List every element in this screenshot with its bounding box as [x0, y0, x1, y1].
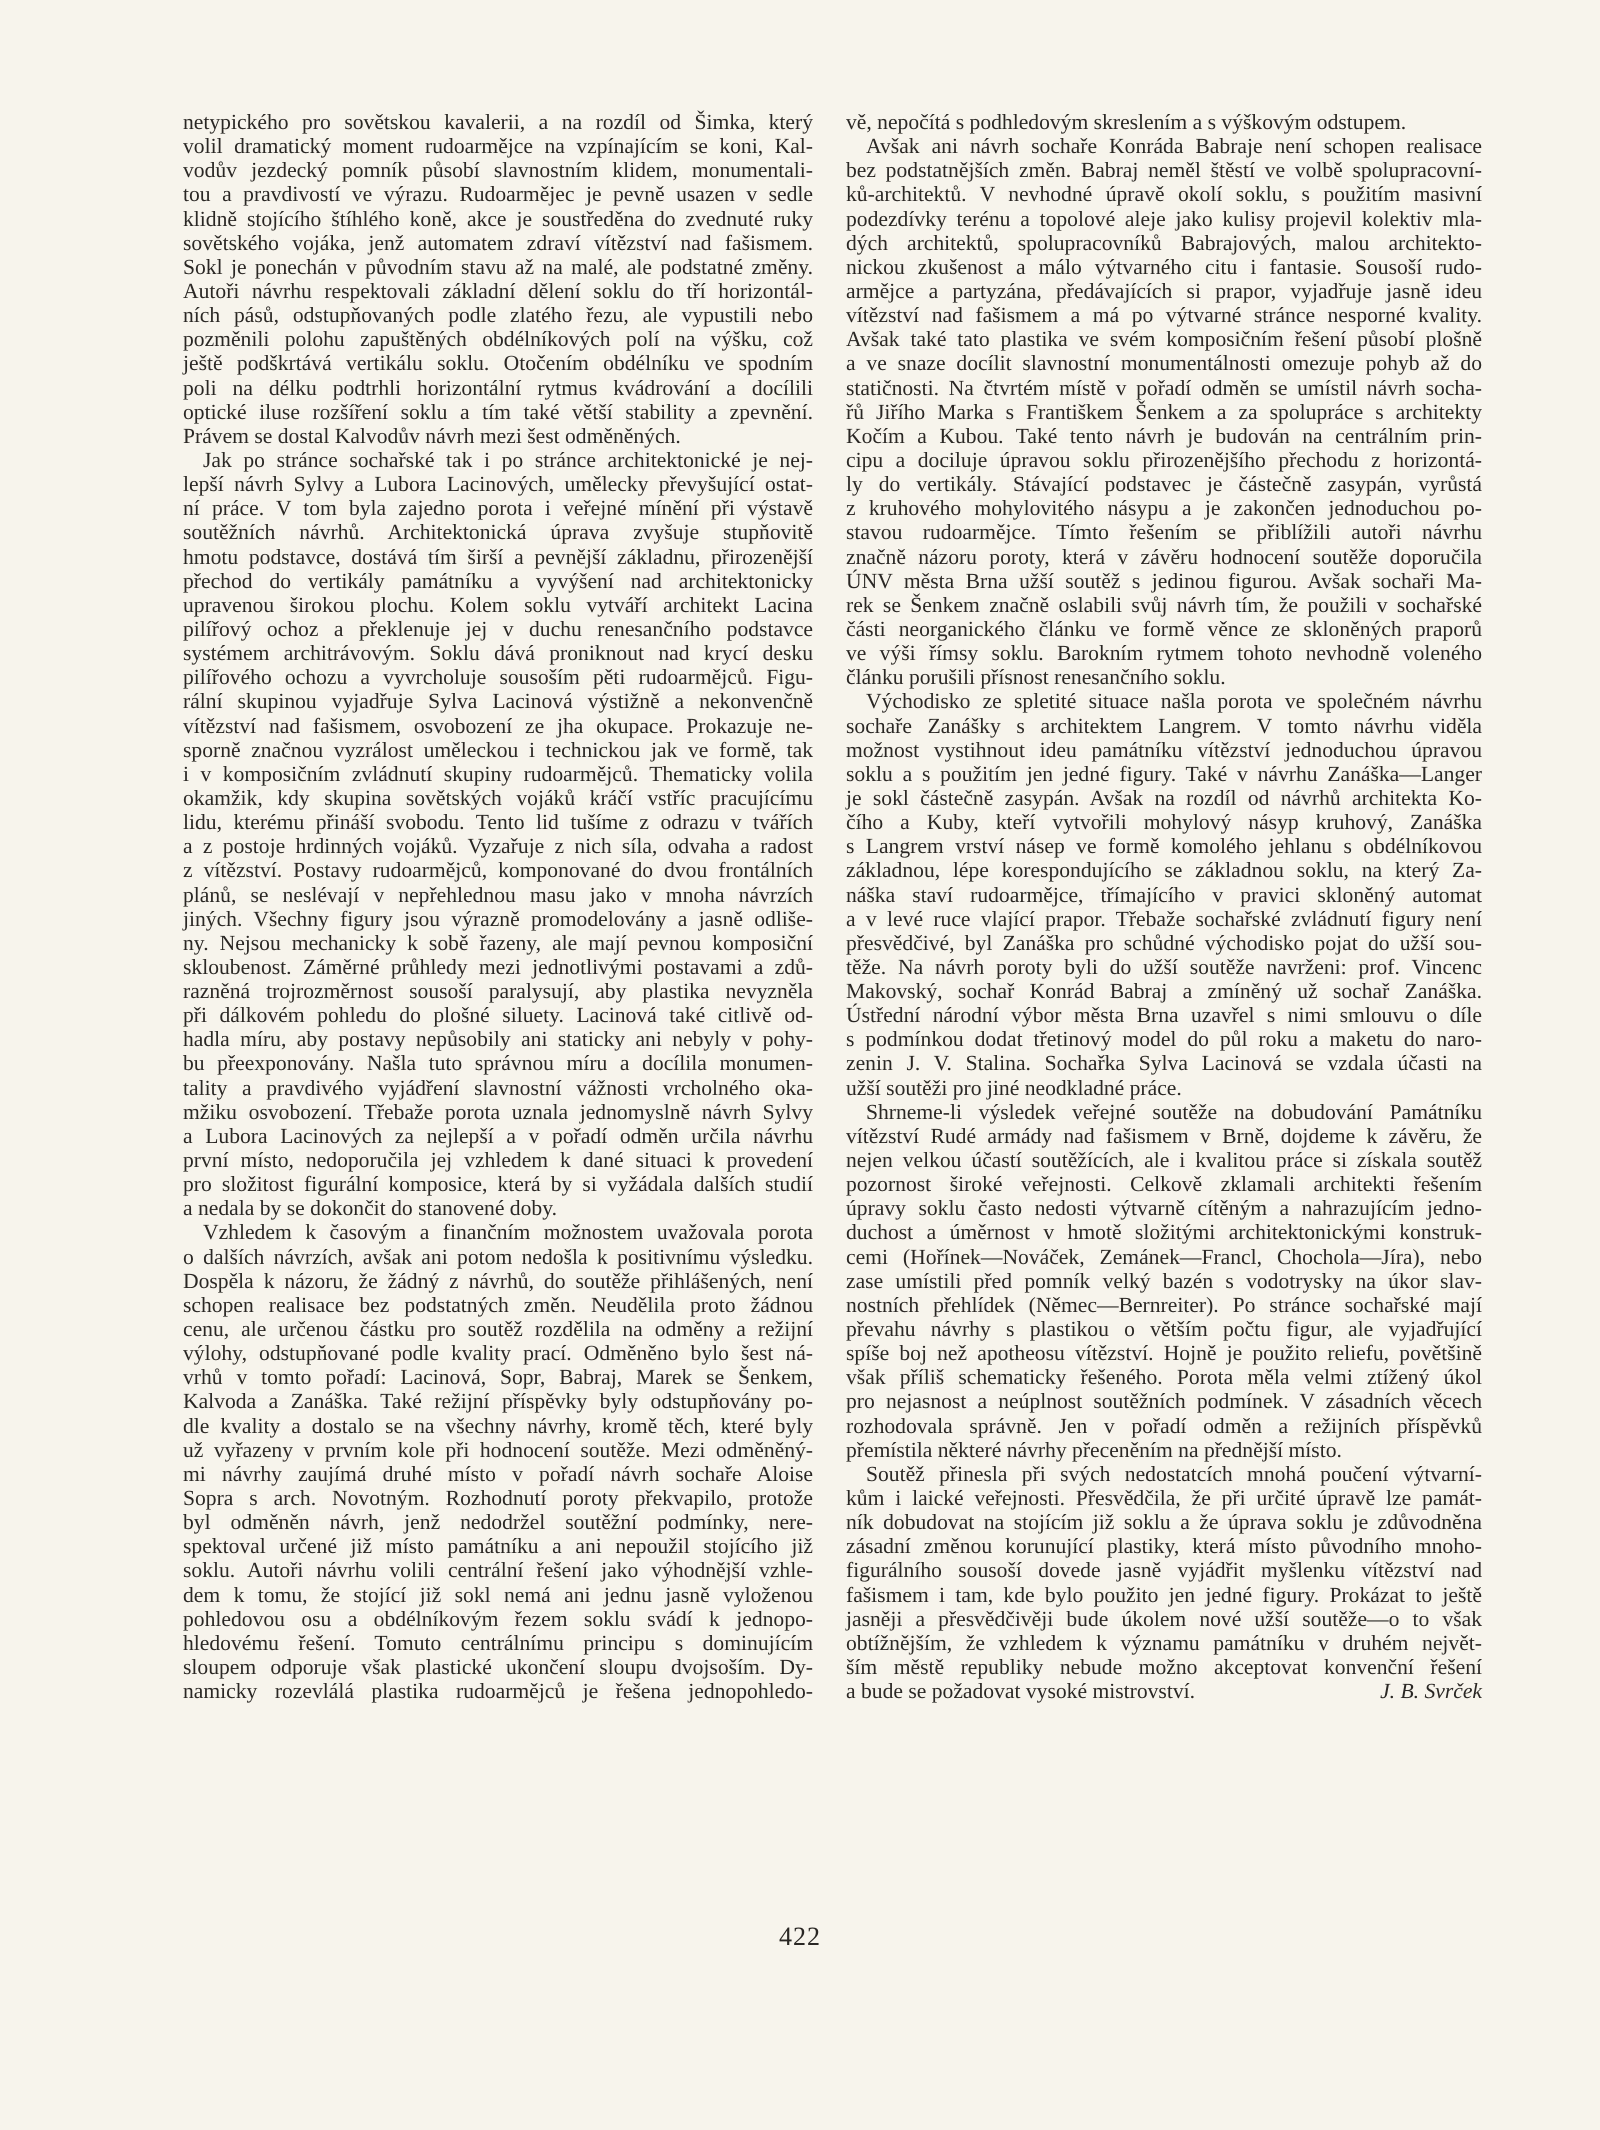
text-line — [846, 520, 1482, 544]
line-text: netypického pro sovětskou kavalerii, a na rozdíl od Šimka, který — [183, 110, 813, 134]
line-text: nejen velkou účastí soutěžících, ale i kvalitou práce si získala soutěž — [846, 1148, 1482, 1173]
line-text: ny. Nejsou mechanicky k sobě řazeny, ale mají pevnou komposiční — [183, 930, 813, 955]
text-line — [846, 1534, 1482, 1558]
text-line — [846, 641, 1482, 665]
text-line — [846, 1486, 1482, 1510]
text-line — [183, 1148, 813, 1172]
line-text: dých architektů, spolupracovníků Babrajových, malou architekto- — [846, 230, 1482, 255]
text-line — [846, 207, 1482, 231]
line-text: části neorganického článku ve formě věnce ze skloněných praporů — [846, 616, 1482, 641]
line-text: a ve snaze docílit slavnostní monumentálnosti omezuje pohyb až do — [846, 351, 1482, 376]
text-line — [846, 665, 1482, 689]
line-text: vítězství Rudé armády nad fašismem v Brně, dojdeme k závěru, že — [846, 1123, 1482, 1148]
text-line — [846, 424, 1482, 448]
text-line — [846, 279, 1482, 303]
text-line — [183, 617, 813, 641]
text-line — [183, 569, 813, 593]
line-text: poli na délku podtrhli horizontální rytmus kvádrování a docílili — [183, 375, 813, 400]
line-text: vrhů v tomto pořadí: Lacinová, Sopr, Babraj, Marek se Šenkem, — [183, 1365, 813, 1390]
line-text: spektoval určené již místo památníku a ani nepoužil stojícího již — [183, 1534, 813, 1559]
line-text: náška staví rudoarmějce, třímajícího v pravici skloněný automat — [846, 882, 1482, 907]
line-text: armějce a partyzána, předávajících si prapor, vyjadřuje jasně ideu — [846, 278, 1482, 303]
text-line — [183, 1269, 813, 1293]
text-line — [846, 400, 1482, 424]
line-text: rozhodovala správně. Jen v pořadí odměn a režijních příspěvků — [846, 1413, 1482, 1438]
line-text: kům i laické veřejnosti. Přesvědčila, že při určité úpravě lze památ- — [846, 1486, 1482, 1511]
text-line — [846, 255, 1482, 279]
line-text: čího a Kuby, kteří vytvořili mohylový násyp kruhový, Zanáška — [846, 810, 1482, 835]
line-text: ků-architektů. V nevhodné úpravě okolí soklu, s použitím masivní — [846, 182, 1482, 207]
text-line — [846, 1220, 1482, 1244]
text-line — [183, 593, 813, 617]
text-line — [183, 1414, 813, 1438]
line-text: pro složitost figurální komposice, která by si vyžádala dalších studií — [183, 1172, 813, 1197]
line-text: jasněji a přesvědčivěji bude úkolem nové užší soutěže—o to však — [846, 1606, 1482, 1631]
line-text: Autoři návrhu respektovali základní dělení soklu do tří horizontál- — [183, 278, 813, 303]
line-text: první místo, nedoporučila jej vzhledem k dané situaci k provedení — [183, 1148, 813, 1173]
line-text: těže. Na návrh poroty byli do užší soutěže navrženi: prof. Vincenc — [846, 954, 1482, 979]
text-line — [846, 1172, 1482, 1196]
text-line — [183, 858, 813, 882]
text-line — [846, 1124, 1482, 1148]
line-text: ník dobudovat na stojícím již soklu a že úprava soklu je zdůvodněna — [846, 1510, 1482, 1535]
line-text: schopen realisace bez podstatných změn. Neudělila proto žádnou — [183, 1292, 813, 1317]
author-signature: J. B. Svrček — [1380, 1679, 1482, 1704]
text-line — [846, 110, 1482, 134]
line-text: Avšak také tato plastika ve svém komposičním řešení působí plošně — [846, 327, 1482, 352]
text-line — [846, 1003, 1482, 1027]
line-text: cemi (Hořínek—Nováček, Zemánek—Francl, Chochola—Jíra), nebo — [846, 1244, 1482, 1269]
line-text: přechod do vertikály památníku a vyvýšení nad architektonicky — [183, 568, 813, 593]
line-text: cipu a dociluje úpravou soklu přirozenějšího přechodu z horizontá- — [846, 447, 1482, 472]
line-text: namicky rozevlálá plastika rudoarmějců je řešena jednopohledo- — [183, 1679, 813, 1704]
text-line — [183, 327, 813, 351]
line-text: okamžik, kdy skupina sovětských vojáků kráčí vstříc pracujícímu — [183, 785, 813, 810]
line-text: značně názoru poroty, která v závěru hodnocení soutěže doporučila — [846, 544, 1482, 569]
line-text: Sokl je ponechán v původním stavu až na malé, ale podstatné změny. — [183, 254, 813, 279]
text-line — [183, 1027, 813, 1051]
text-line — [183, 714, 813, 738]
line-text: optické iluse rozšíření soklu a tím také větší stability a zpevnění. — [183, 399, 813, 424]
text-line — [183, 1558, 813, 1582]
line-text: bu přeexponovány. Našla tuto správnou míru a docílila monumen- — [183, 1051, 813, 1076]
text-line — [183, 883, 813, 907]
text-line — [183, 762, 813, 786]
text-line — [846, 158, 1482, 182]
text-line — [846, 545, 1482, 569]
text-line — [183, 182, 813, 206]
text-line — [846, 1051, 1482, 1075]
line-text: dem k tomu, že stojící již sokl nemá ani jednu jasně vyloženou — [183, 1582, 813, 1607]
text-line — [183, 1534, 813, 1558]
line-text: však příliš schematicky řešeného. Porota měla velmi ztížený úkol — [846, 1365, 1482, 1390]
line-text: a nedala by se dokončit do stanovené doby. — [183, 1196, 557, 1221]
line-text: hadla míru, aby postavy nepůsobily ani staticky ani nebyly v pohy- — [183, 1027, 813, 1052]
text-line — [183, 1051, 813, 1075]
text-line — [846, 617, 1482, 641]
line-text: vě, nepočítá s podhledovým skreslením a s výškovým odstupem. — [846, 110, 1407, 134]
line-text: sloupem odporuje však plastické ukončení sloupu dvojsoším. Dy- — [183, 1655, 813, 1679]
text-line — [846, 1414, 1482, 1438]
text-line — [846, 496, 1482, 520]
line-text: podezdívky terénu a topolové aleje jako kulisy projevil kolektiv mla- — [846, 206, 1482, 231]
line-text: Vzhledem k časovým a finančním možnostem uvažovala porota — [203, 1220, 813, 1245]
line-text: pro nejasnost a neúplnost soutěžních podmínek. V zásadních věcech — [846, 1389, 1482, 1414]
text-line — [183, 1607, 813, 1631]
line-text: Ústřední národní výbor města Brna uzavřel s nimi smlouvu o díle — [846, 1003, 1482, 1028]
line-text: nickou zkušenost a málo výtvarného citu i fantasie. Sousoší rudo- — [846, 254, 1482, 279]
text-line — [183, 1389, 813, 1413]
line-text: byl odměněn návrh, jenž nedodržel soutěžní podmínky, nere- — [183, 1510, 813, 1535]
text-line — [183, 376, 813, 400]
text-line — [183, 545, 813, 569]
line-text: je sokl částečně zasypán. Avšak na rozdíl od návrhů architekta Ko- — [846, 785, 1482, 810]
line-text: jiných. Všechny figury jsou výrazně promodelovány a jasně odliše- — [183, 906, 813, 931]
text-line — [846, 351, 1482, 375]
line-text: převahu návrhy s plastikou o větším počtu figur, ale vyjadřující — [846, 1317, 1482, 1342]
text-line — [846, 834, 1482, 858]
line-text: systémem architrávovým. Soklu dává proniknout nad krycí desku — [183, 641, 813, 666]
line-text: duchost a úměrnost v hmotě složitými architektonickými konstruk- — [846, 1220, 1482, 1245]
text-line — [846, 1317, 1482, 1341]
text-line — [183, 134, 813, 158]
line-text: Kalvoda a Zanáška. Také režijní příspěvky byly odstupňovány po- — [183, 1389, 813, 1414]
line-text: skloubenost. Záměrné průhledy mezi jednotlivými postavami a zdů- — [183, 954, 813, 979]
text-line — [846, 955, 1482, 979]
line-text: mi návrhy zaujímá druhé místo v pořadí návrh sochaře Aloise — [183, 1461, 813, 1486]
text-line — [183, 834, 813, 858]
text-line — [183, 1438, 813, 1462]
line-text: upravenou širokou plochu. Kolem soklu vytváří architekt Lacina — [183, 592, 813, 617]
text-line — [183, 1003, 813, 1027]
line-text: sporně značnou vyzrálost uměleckou i technickou jak ve formě, tak — [183, 737, 813, 762]
line-text: a z postoje hrdinných vojáků. Vyzařuje z nich síla, odvaha a radost — [183, 834, 813, 859]
line-text: Právem se dostal Kalvodův návrh mezi šest odměněných. — [183, 423, 681, 448]
line-text: figurálního sousoší dovede jasně vyjádřit myšlenku vítězství nad — [846, 1558, 1482, 1583]
line-text: nostních přehlídek (Němec—Bernreiter). Po stránce sochařské mají — [846, 1292, 1482, 1317]
text-line — [183, 1583, 813, 1607]
text-line — [183, 689, 813, 713]
line-text: bez podstatnějších změn. Babraj neměl štěstí ve volbě spolupracovní- — [846, 158, 1482, 183]
text-line — [183, 231, 813, 255]
text-line — [183, 351, 813, 375]
line-text: užší soutěži pro jiné neodkladné práce. — [846, 1075, 1182, 1100]
text-line — [183, 955, 813, 979]
text-line — [846, 979, 1482, 1003]
text-line — [183, 158, 813, 182]
text-line — [183, 1462, 813, 1486]
line-text: zase umístili před pomník velký bazén s vodotrysky na úkor slav- — [846, 1268, 1482, 1293]
text-line — [846, 1148, 1482, 1172]
line-text: pohledovou osu a obdélníkovým řezem soklu svádí k jednopo- — [183, 1606, 813, 1631]
line-text: soklu a s použitím jen jedné figury. Také v návrhu Zanáška—Langer — [846, 761, 1482, 786]
line-text: Východisko ze spletité situace našla porota ve společném návrhu — [866, 689, 1482, 714]
line-text: volil dramatický moment rudoarmějce na vzpínajícím se koni, Kal- — [183, 134, 813, 159]
text-line — [846, 472, 1482, 496]
text-line — [846, 810, 1482, 834]
text-line — [183, 1293, 813, 1317]
line-text: ních pásů, odstupňovaných podle zlatého řezu, ale vypustili nebo — [183, 303, 813, 328]
text-line — [183, 1076, 813, 1100]
line-text: článku porušili přísnost renesančního soklu. — [846, 665, 1226, 690]
text-line — [183, 1124, 813, 1148]
line-text: ším městě republiky nebude možno akceptovat konvenční řešení — [846, 1655, 1482, 1679]
line-text: pozornost široké veřejnosti. Celkově zklamali architekti řešením — [846, 1172, 1482, 1197]
line-text: přemístila některé návrhy přeceněním na přednější místo. — [846, 1437, 1342, 1462]
line-text: hledovému řešení. Tomuto centrálnímu principu s dominujícím — [183, 1630, 813, 1655]
text-line — [846, 738, 1482, 762]
text-line — [846, 931, 1482, 955]
text-line — [183, 279, 813, 303]
text-line — [183, 448, 813, 472]
text-line — [183, 786, 813, 810]
text-line — [183, 1631, 813, 1655]
text-line — [846, 1341, 1482, 1365]
line-text: razněná trojrozměrnost sousoší paralysují, aby plastika nevyzněla — [183, 979, 813, 1004]
line-text: ly do vertikály. Stávající podstavec je částečně zasypán, vyrůstá — [846, 472, 1482, 497]
text-line — [183, 472, 813, 496]
line-text: výlohy, odstupňované podle kvality prací. Odměněno bylo šest ná- — [183, 1341, 813, 1366]
line-text: mžiku osvobození. Třebaže porota uznala jednomyslně návrh Sylvy — [183, 1099, 813, 1124]
text-line — [846, 1510, 1482, 1534]
line-text: Sopra s arch. Novotným. Rozhodnutí poroty překvapilo, protože — [183, 1486, 813, 1511]
text-line — [846, 1438, 1482, 1462]
text-line — [846, 231, 1482, 255]
text-line — [846, 376, 1482, 400]
line-text: s podmínkou dodat třetinový model do půl roku a maketu do naro- — [846, 1027, 1482, 1052]
text-line — [846, 689, 1482, 713]
line-text: Jak po stránce sochařské tak i po stránce architektonické je nej- — [203, 447, 813, 472]
line-text: rální skupinou vyjadřuje Sylva Lacinová výstižně a nekonvenčně — [183, 689, 813, 714]
line-text: vítězství nad fašismem a má po výtvarné stránce nesporné kvality. — [846, 303, 1482, 328]
text-line — [846, 182, 1482, 206]
line-text: stavou rudoarmějce. Tímto řešením se přiblížili autoři návrhu — [846, 520, 1482, 545]
text-line — [846, 303, 1482, 327]
text-line — [183, 400, 813, 424]
text-line — [183, 1365, 813, 1389]
line-text: tality a pravdivého vyjádření slavnostní vážnosti vrcholného oka- — [183, 1075, 813, 1100]
text-line — [846, 1365, 1482, 1389]
line-text: ještě podškrtává vertikálu soklu. Otočením obdélníku ve spodním — [183, 351, 813, 376]
line-text: a bude se požadovat vysoké mistrovství. — [846, 1679, 1196, 1704]
line-text: Soutěž přinesla při svých nedostatcích mnohá poučení výtvarní- — [866, 1461, 1482, 1486]
text-line — [846, 593, 1482, 617]
line-text: Makovský, sochař Konrád Babraj a zmíněný už sochař Zanáška. — [846, 979, 1482, 1004]
line-text: fašismem i tam, kde bylo použito jen jedné figury. Prokázat to ještě — [846, 1582, 1482, 1607]
text-line — [846, 569, 1482, 593]
text-line — [183, 979, 813, 1003]
left-text-column — [183, 110, 813, 1703]
text-line — [846, 858, 1482, 882]
line-text: a v levé ruce vlající prapor. Třebaže sochařské zvládnutí figury není — [846, 906, 1482, 931]
text-line — [183, 1341, 813, 1365]
text-line — [183, 907, 813, 931]
line-text: Dospěla k názoru, že žádný z návrhů, do soutěže přihlášených, není — [183, 1268, 813, 1293]
line-text: pozměnili polohu zapuštěných obdélníkových polí na výšku, což — [183, 327, 813, 352]
text-line — [183, 665, 813, 689]
line-text: statičnosti. Na čtvrtém místě v pořadí odměn se umístil návrh socha- — [846, 375, 1482, 400]
text-line — [846, 1607, 1482, 1631]
line-text: soklu. Autoři návrhu volili centrální řešení jako výhodnější vzhle- — [183, 1558, 813, 1583]
text-line — [846, 1293, 1482, 1317]
line-text: pilířového ochozu a vyvrcholuje sousoším pěti rudoarmějců. Figu- — [183, 665, 813, 690]
line-text: možnost vystihnout ideu památníku vítězství jednoduchou úpravou — [846, 737, 1482, 762]
line-text: při dálkovém pohledu do plošné siluety. Lacinová také citlivě od- — [183, 1003, 813, 1028]
line-text: i v komposičním zvládnutí skupiny rudoarmějců. Thematicky volila — [183, 761, 813, 786]
line-text: a Lubora Lacinových za nejlepší a v pořadí odměn určila návrhu — [183, 1123, 813, 1148]
text-line — [846, 1027, 1482, 1051]
line-text: klidně stojícího štíhlého koně, akce je soustředěna do zvednuté ruky — [183, 206, 813, 231]
line-text: soutěžních návrhů. Architektonická úprava zvyšuje stupňovitě — [183, 520, 813, 545]
line-text: sochaře Zanášky s architektem Langrem. V tomto návrhu viděla — [846, 713, 1482, 738]
line-text: úpravy soklu často nedosti výtvarně cítěným a nahrazujícím jedno- — [846, 1196, 1482, 1221]
text-line — [846, 1462, 1482, 1486]
line-text: Kočím a Kubou. Také tento návrh je budován na centrálním prin- — [846, 423, 1482, 448]
text-line — [183, 424, 813, 448]
line-text: zásadní změnou korunující plastiky, která místo původního mnoho- — [846, 1534, 1482, 1559]
line-text: s Langrem vrství násep ve formě komolého jehlanu s obdélníkovou — [846, 834, 1482, 859]
line-text: plánů, se neslévají v nepřehlednou masu jako v mnoha návrzích — [183, 882, 813, 907]
text-line — [846, 1583, 1482, 1607]
text-line — [846, 327, 1482, 351]
text-line — [183, 496, 813, 520]
line-text: dle kvality a dostalo se na všechny návrhy, kromě těch, které byly — [183, 1413, 813, 1438]
line-text: lidu, kterému přináší svobodu. Tento lid tušíme z odrazu v tvářích — [183, 810, 813, 835]
text-line — [183, 1317, 813, 1341]
text-line — [183, 1655, 813, 1679]
text-line — [183, 810, 813, 834]
text-line — [846, 714, 1482, 738]
line-text: sovětského vojáka, jenž automatem zdraví vítězství nad fašismem. — [183, 230, 813, 255]
line-text: lepší návrh Sylvy a Lubora Lacinových, umělecky převyšující ostat- — [183, 472, 813, 497]
text-line — [183, 1245, 813, 1269]
text-line — [846, 448, 1482, 472]
text-line — [183, 303, 813, 327]
line-text: z vítězství. Postavy rudoarmějců, komponované do dvou frontálních — [183, 858, 813, 883]
line-text: tou a pravdivostí ve výrazu. Rudoarmějec je pevně usazen v sedle — [183, 182, 813, 207]
line-text: pilířový ochoz a překlenuje jej v duchu renesančního podstavce — [183, 616, 813, 641]
line-text: vodův jezdecký pomník působí slavnostním klidem, monumentali- — [183, 158, 813, 183]
text-line — [183, 1100, 813, 1124]
text-line — [183, 207, 813, 231]
line-text: Avšak ani návrh sochaře Konráda Babraje není schopen realisace — [866, 134, 1482, 159]
text-line — [846, 1655, 1482, 1679]
line-text: Shrneme-li výsledek veřejné soutěže na dobudování Památníku — [866, 1099, 1482, 1124]
text-line — [846, 762, 1482, 786]
line-text: vítězství nad fašismem, osvobození ze jha okupace. Prokazuje ne- — [183, 713, 813, 738]
line-text: už vyřazeny v prvním kole při hodnocení soutěže. Mezi odměněný- — [183, 1437, 813, 1462]
text-line — [183, 1510, 813, 1534]
text-line — [846, 907, 1482, 931]
line-text: spíše boj než apotheosu vítězství. Hojně je použito reliefu, povětšině — [846, 1341, 1482, 1366]
page-number: 422 — [779, 1922, 821, 1951]
text-line — [183, 1196, 813, 1220]
text-line — [183, 1220, 813, 1244]
text-line — [183, 1679, 813, 1703]
text-line — [183, 738, 813, 762]
line-text: hmotu podstavce, dostává tím širší a pevnější základnu, přirozenější — [183, 544, 813, 569]
text-line — [846, 883, 1482, 907]
text-line — [183, 641, 813, 665]
right-text-column — [846, 110, 1482, 1703]
text-line — [846, 1389, 1482, 1413]
text-line — [183, 1172, 813, 1196]
text-line — [183, 1486, 813, 1510]
line-text: o dalších návrzích, avšak ani potom nedošla k positivnímu výsledku. — [183, 1244, 813, 1269]
line-text: řů Jiřího Marka s Františkem Šenkem a za spolupráce s architekty — [846, 399, 1482, 424]
text-line — [183, 110, 813, 134]
line-text: ÚNV města Brna užší soutěž s jedinou figurou. Avšak sochaři Ma- — [846, 568, 1482, 593]
line-text: cenu, ale určenou částku pro soutěž rozdělila na odměny a režijní — [183, 1317, 813, 1342]
line-text: ní práce. V tom byla zajedno porota i veřejné mínění při výstavě — [183, 496, 813, 521]
line-text: obtížnějším, že vzhledem k významu památníku v druhém největ- — [846, 1630, 1482, 1655]
text-line — [846, 1076, 1482, 1100]
line-text: přesvědčivé, byl Zanáška pro schůdné východisko pojat do užší sou- — [846, 930, 1482, 955]
text-line — [183, 931, 813, 955]
text-line — [846, 1100, 1482, 1124]
line-text: rek se Šenkem značně oslabili svůj návrh tím, že použili v sochařské — [846, 592, 1482, 617]
text-line — [183, 520, 813, 544]
text-line — [846, 1245, 1482, 1269]
text-line — [846, 1679, 1482, 1703]
line-text: základnou, lépe korespondujícího se základnou soklu, na který Za- — [846, 858, 1482, 883]
text-line — [846, 1269, 1482, 1293]
line-text: z kruhového mohylovitého násypu a je zakončen jednoduchou po- — [846, 496, 1482, 521]
line-text: ve výši římsy soklu. Barokním rytmem tohoto nevhodně voleného — [846, 641, 1482, 666]
text-line — [846, 786, 1482, 810]
text-line — [846, 1558, 1482, 1582]
text-line — [846, 1631, 1482, 1655]
text-line — [846, 134, 1482, 158]
line-text: zenin J. V. Stalina. Sochařka Sylva Lacinová se vzdala účasti na — [846, 1051, 1482, 1076]
text-line — [846, 1196, 1482, 1220]
text-line — [183, 255, 813, 279]
